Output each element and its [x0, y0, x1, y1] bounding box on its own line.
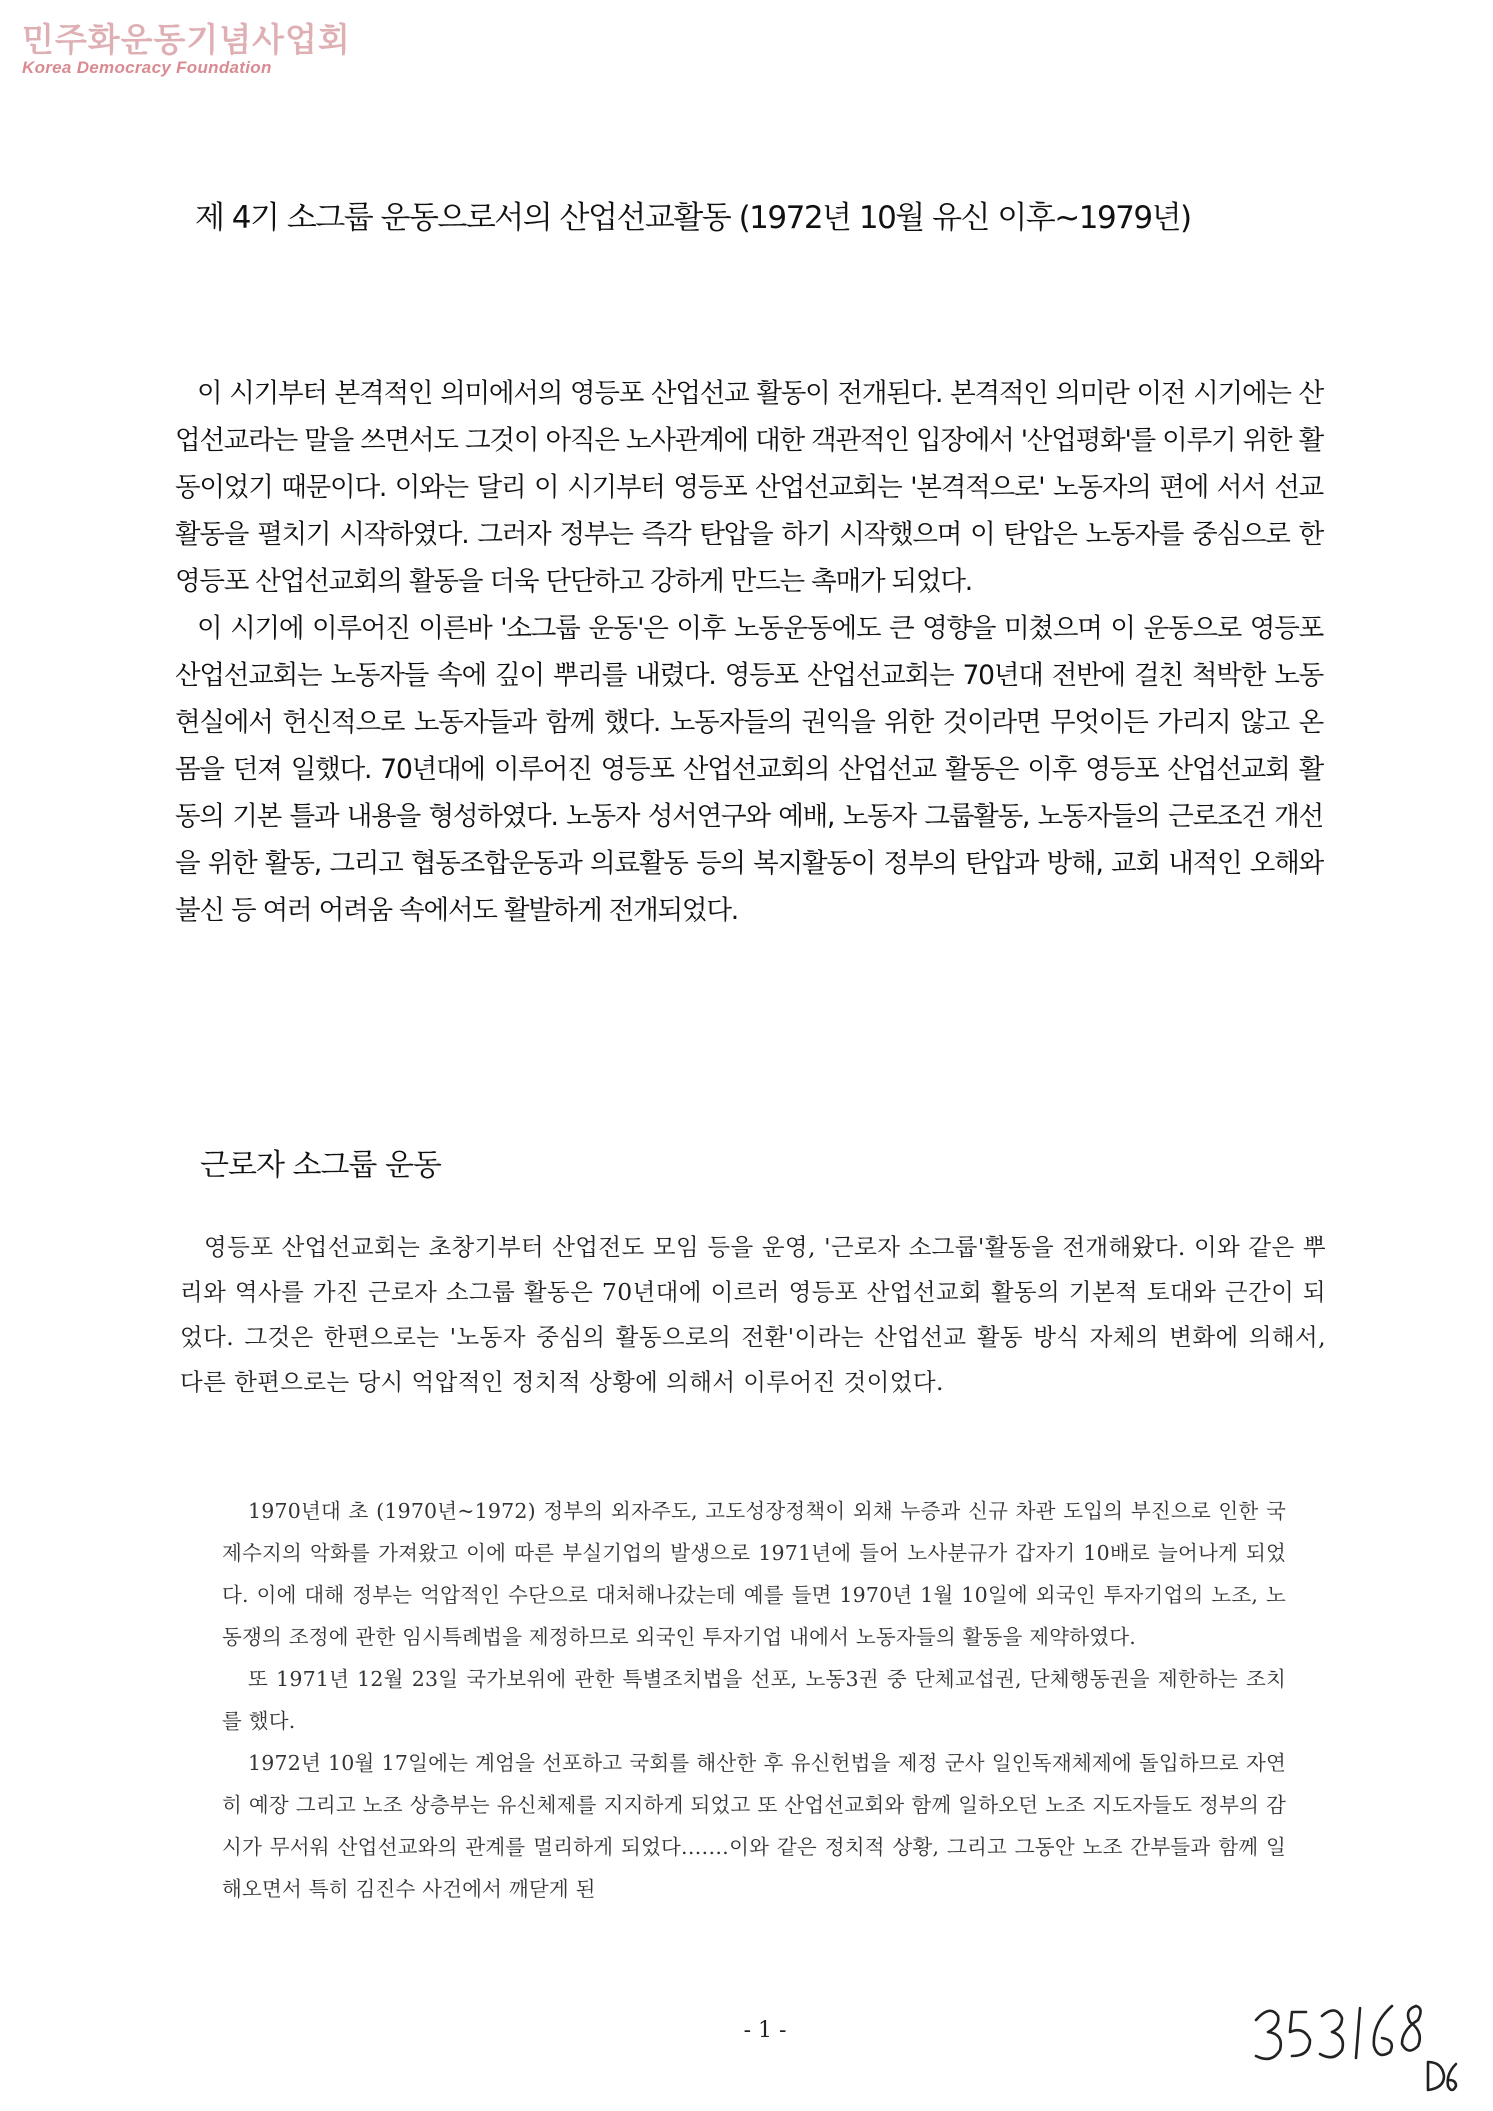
- intro-paragraph: 이 시기에 이루어진 이른바 '소그룹 운동'은 이후 노동운동에도 큰 영향을 미쳤으며 이 운동으로 영등포 산업선교회는 노동자들 속에 깊이 뿌리를 내렸다. 영등포 산업선교회는 70년대 전반에 걸친 척박한 노동현실에서 헌신적으로 노동자들과 함께 했다. 노동자들의 권익을 위한 것이라면 무엇이든 가리지 않고 온 몸을 던져 일했다. 70년대에 이루어진 영등포 산업선교회의 산업선교 활동은 이후 영등포 산업선교회 활동의 기본 틀과 내용을 형성하였다. 노동자 성서연구와 예배, 노동자 그룹활동, 노동자들의 근로조건 개선을 위한 활동, 그리고 협동조합운동과 의료활동 등의 복지활동이 정부의 탄압과 방해, 교회 내적인 오해와 불신 등 여러 어려움 속에서도 활발하게 전개되었다.: [175, 613, 1323, 926]
- section-heading: 근로자 소그룹 운동: [200, 1148, 441, 1183]
- section-paragraph: 영등포 산업선교회는 초창기부터 산업전도 모임 등을 운영, '근로자 소그룹'활동을 전개해왔다. 이와 같은 뿌리와 역사를 가진 근로자 소그룹 활동은 70년대에 이르러 영등포 산업선교회 활동의 기본적 토대와 근간이 되었다. 그것은 한편으로는 '노동자 중심의 활동으로의 전환'이라는 산업선교 활동 방식 자체의 변화에 의해서, 다른 한편으로는 당시 억압적인 정치적 상황에 의해서 이루어진 것이었다.: [180, 1233, 1326, 1396]
- watermark-logo: [22, 20, 351, 78]
- quote-paragraph: 1970년대 초 (1970년~1972) 정부의 외자주도, 고도성장정책이 외채 누증과 신규 차관 도입의 부진으로 인한 국제수지의 악화를 가져왔고 이에 따른 부실기업의 발생으로 1971년에 들어 노사분규가 갑자기 10배로 늘어나게 되었다. 이에 대해 정부는 억압적인 수단으로 대처해나갔는데 예를 들면 1970년 1월 10일에 외국인 투자기업의 노조, 노동쟁의 조정에 관한 임시특례법을 제정하므로 외국인 투자기업 내에서 노동자들의 활동을 제약하였다.: [222, 1499, 1286, 1649]
- watermark-korean: 민주화운동기념사업회: [22, 20, 351, 59]
- section-body: [180, 1225, 1326, 1405]
- page-number: - 1 -: [743, 2018, 787, 2043]
- handwritten-archive-number: [1248, 1990, 1458, 2100]
- quote-paragraph: 또 1971년 12월 23일 국가보위에 관한 특별조치법을 선포, 노동3권 중 단체교섭권, 단체행동권을 제한하는 조치를 했다.: [222, 1667, 1286, 1733]
- watermark-english: Korea Democracy Foundation: [22, 58, 272, 77]
- page-title: 제 4기 소그룹 운동으로서의 산업선교활동 (1972년 10월 유신 이후~1979년): [195, 200, 1191, 236]
- intro-paragraph: 이 시기부터 본격적인 의미에서의 영등포 산업선교 활동이 전개된다. 본격적인 의미란 이전 시기에는 산업선교라는 말을 쓰면서도 그것이 아직은 노사관계에 대한 객관적인 입장에서 '산업평화'를 이루기 위한 활동이었기 때문이다. 이와는 달리 이 시기부터 영등포 산업선교회는 '본격적으로' 노동자의 편에 서서 선교활동을 펼치기 시작하였다. 그러자 정부는 즉각 탄압을 하기 시작했으며 이 탄압은 노동자를 중심으로 한 영등포 산업선교회의 활동을 더욱 단단하고 강하게 만드는 촉매가 되었다.: [175, 378, 1324, 597]
- quote-paragraph: 1972년 10월 17일에는 계엄을 선포하고 국회를 해산한 후 유신헌법을 제정 군사 일인독재체제에 돌입하므로 자연히 예장 그리고 노조 상층부는 유신체제를 지지하게 되었고 또 산업선교회와 함께 일하오던 노조 지도자들도 정부의 감시가 무서워 산업선교와의 관계를 멀리하게 되었다.……이와 같은 정치적 상황, 그리고 그동안 노조 간부들과 함께 일해오면서 특히 김진수 사건에서 깨닫게 된: [222, 1751, 1286, 1901]
- intro-section: [175, 370, 1323, 934]
- quoted-passage: [222, 1490, 1286, 1910]
